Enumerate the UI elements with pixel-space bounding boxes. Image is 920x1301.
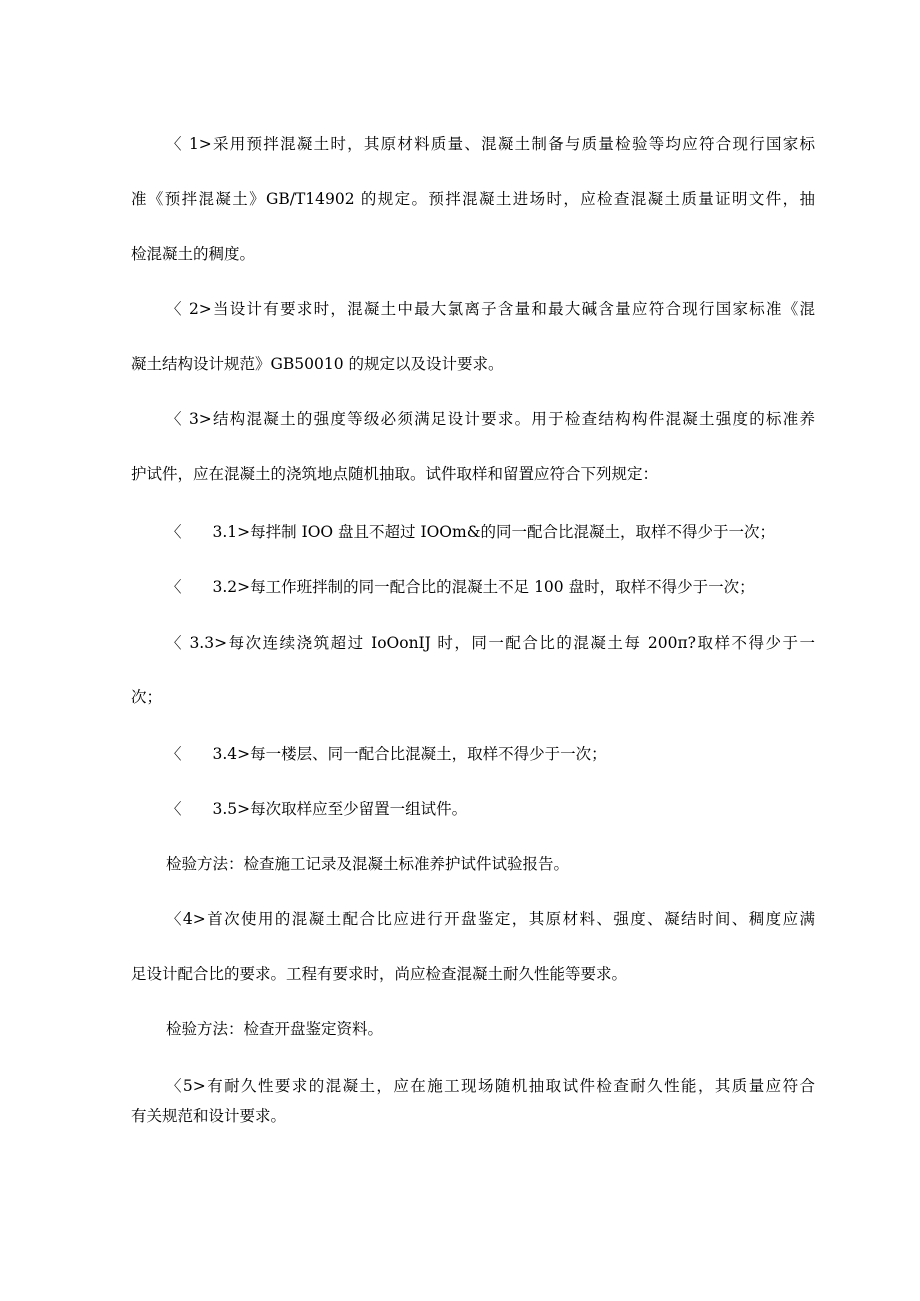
text-line: 〈 3.3>每次连续浇筑超过 IoOonIJ 时，同一配合比的混凝土每 200π?取样不得少于一	[166, 634, 815, 652]
text-line: 〈 3>结构混凝土的强度等级必须满足设计要求。用于检查结构构件混凝土强度的标准养	[166, 410, 815, 428]
text-line: 〈5>有耐久性要求的混凝土，应在施工现场随机抽取试件检查耐久性能，其质量应符合	[166, 1077, 815, 1095]
text-line: 次；	[131, 688, 163, 706]
text-line: 有关规范和设计要求。	[131, 1107, 287, 1125]
text-line: 准《预拌混凝土》GB/T14902 的规定。预拌混凝土进场时，应检查混凝土质量证明文件，抽	[131, 190, 815, 208]
text-line: 检混凝土的稠度。	[131, 245, 256, 263]
text-line: 〈 2>当设计有要求时，混凝土中最大氯离子含量和最大碱含量应符合现行国家标准《混	[166, 300, 815, 318]
text-line: 〈4>首次使用的混凝土配合比应进行开盘鉴定，其原材料、强度、凝结时间、稠度应满	[166, 910, 815, 928]
text-line: 检验方法：检查施工记录及混凝土标准养护试件试验报告。	[166, 855, 570, 873]
text-line: 凝土结构设计规范》GB50010 的规定以及设计要求。	[131, 355, 504, 373]
text-line: 护试件，应在混凝土的浇筑地点随机抽取。试件取样和留置应符合下列规定：	[131, 465, 659, 483]
text-line: 〈 3.1>每拌制 IOO 盘且不超过 IOOm&的同一配合比混凝土，取样不得少于一次；	[166, 523, 775, 541]
text-line: 〈 3.4>每一楼层、同一配合比混凝土，取样不得少于一次；	[166, 745, 607, 763]
text-line: 足设计配合比的要求。工程有要求时，尚应检查混凝土耐久性能等要求。	[131, 965, 628, 983]
text-line: 〈 3.5>每次取样应至少留置一组试件。	[166, 800, 468, 818]
text-line: 〈 3.2>每工作班拌制的同一配合比的混凝土不足 100 盘时，取样不得少于一次；	[166, 578, 755, 596]
text-line: 检验方法：检查开盘鉴定资料。	[166, 1020, 384, 1038]
text-line: 〈 1>采用预拌混凝土时，其原材料质量、混凝土制备与质量检验等均应符合现行国家标	[166, 135, 815, 153]
